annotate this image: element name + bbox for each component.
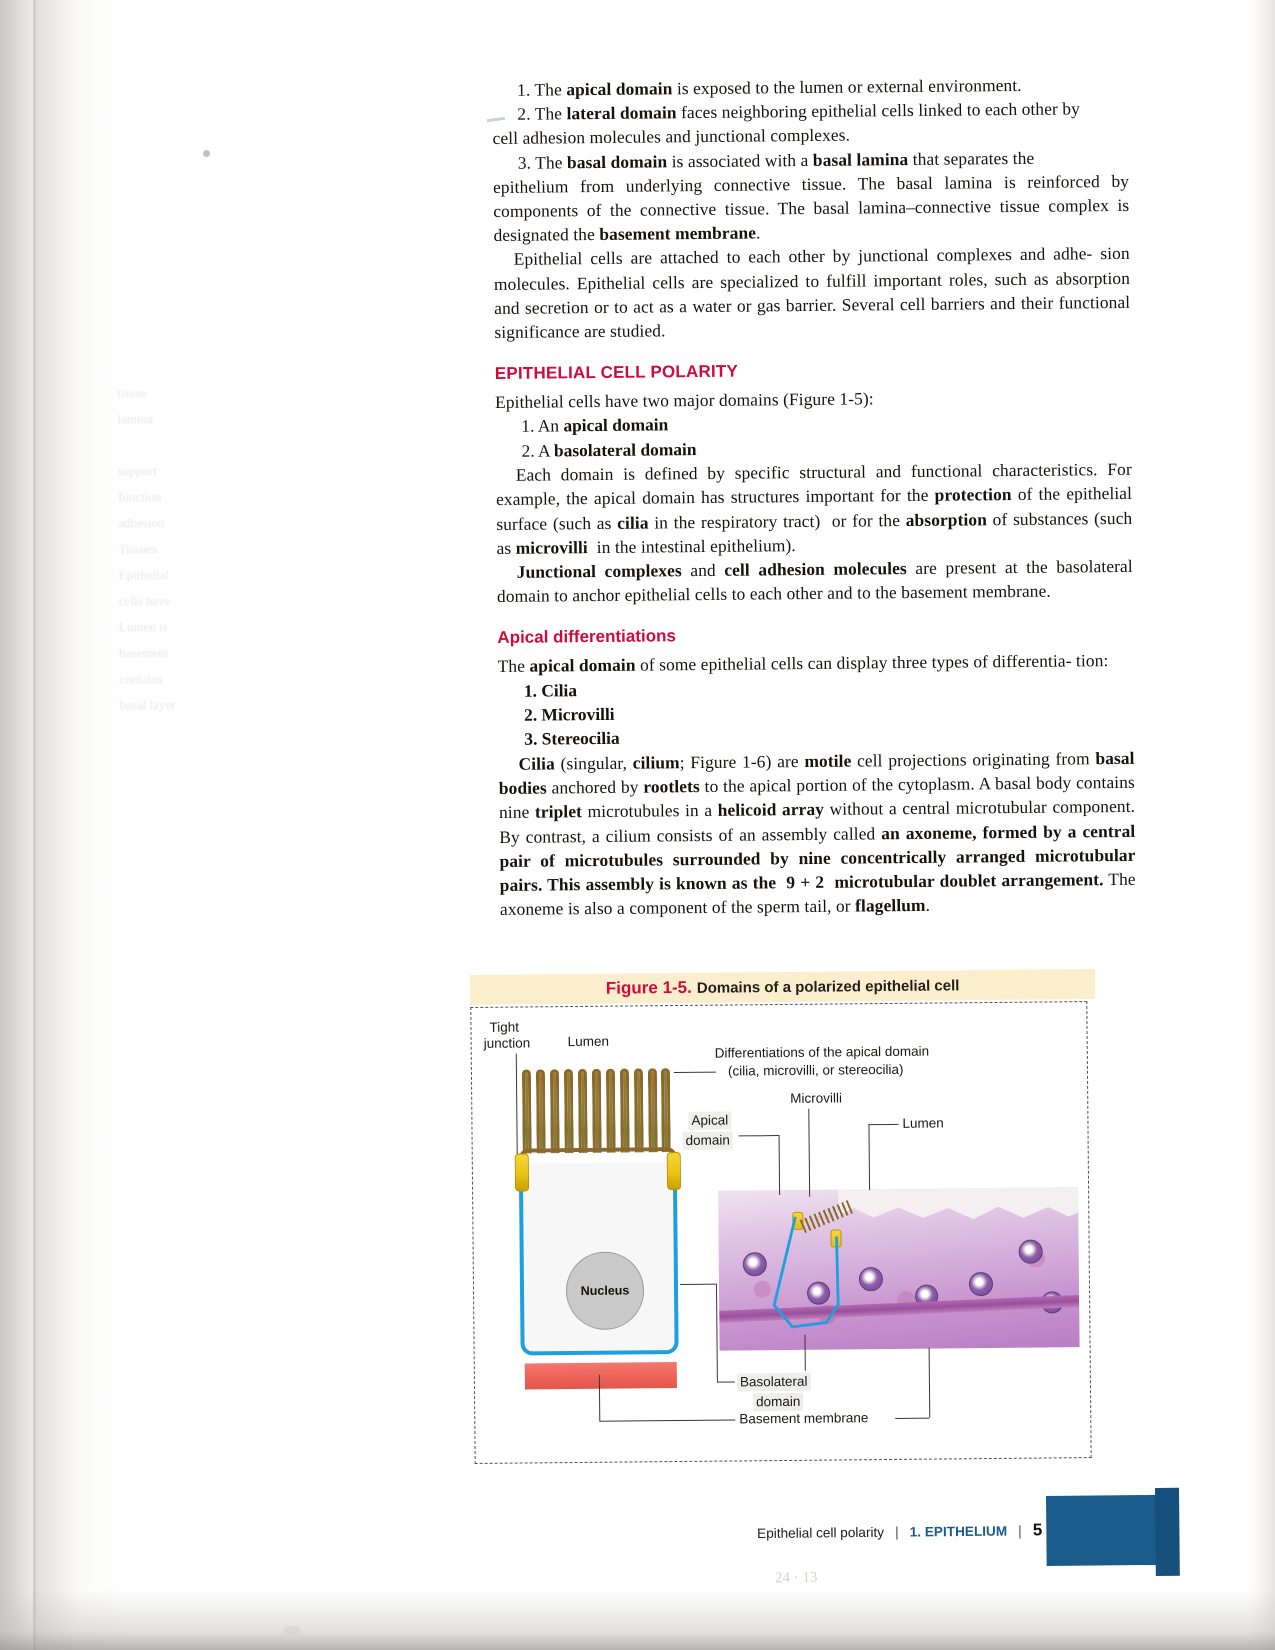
paragraph-each-domain: Each domain is defined by specific structural and functional characteristics. For example, the apical domain has structures important for the protection of the epithelial surface (such as cilia in the respiratory tract) or for the absorption of substances (such as microvilli in the intestinal epithelium). — [495, 459, 1133, 558]
apical-list-item-3: 3. Stereocilia — [524, 728, 620, 750]
diagram-basement-membrane — [525, 1362, 677, 1389]
leader-apical-domain — [739, 1135, 779, 1136]
label-differentiations-line2: (cilia, microvilli, or stereocilia) — [727, 1061, 904, 1079]
paper-blemish — [283, 1626, 301, 1634]
heading-epithelial-cell-polarity: EPITHELIAL CELL POLARITY — [494, 361, 739, 384]
label-differentiations-line1: Differentiations of the apical domain — [714, 1043, 930, 1061]
leader-basement-horizontal — [599, 1419, 735, 1421]
paragraph-attachment: Epithelial cells are attached to each other by junctional complexes and adhe- sion molecules. Epithelial cells are specialized to fulfill important roles, such as absorption and secretion or to act as a water or gas barrier. Several cell barriers and their functional significance are studied. — [493, 243, 1131, 343]
leader-basement-right-up — [929, 1348, 931, 1418]
figure-title: Domains of a polarized epithelial cell — [696, 976, 960, 997]
leader-basement-right — [895, 1418, 929, 1419]
label-apical-domain-line2: domain — [683, 1131, 733, 1149]
figure-1-5 — [470, 969, 1100, 1475]
polarity-list-item-2: 2. A basolateral domain — [521, 438, 697, 461]
label-microvilli: Microvilli — [790, 1090, 843, 1106]
micrograph-basal-lamina — [719, 1295, 1079, 1323]
apical-list-item-2: 2. Microvilli — [524, 703, 615, 725]
micrograph-nucleus — [969, 1272, 993, 1296]
page-right-edge — [1249, 0, 1275, 1650]
label-basolateral-line2: domain — [753, 1393, 803, 1411]
numbered-item-2: 2. The lateral domain faces neighboring epithelial cells linked to each other by — [517, 98, 1081, 124]
figure-panel — [470, 1001, 1091, 1464]
label-nucleus: Nucleus — [580, 1283, 630, 1298]
leader-microvilli — [808, 1109, 810, 1197]
label-basement-membrane: Basement membrane — [739, 1410, 869, 1427]
micrograph-nucleus — [859, 1267, 883, 1291]
label-tight-junction-line2: junction — [483, 1035, 531, 1051]
footer-running-head: Epithelial cell polarity — [757, 1524, 885, 1541]
diagram-nucleus — [566, 1251, 645, 1330]
polarity-intro: Epithelial cells have two major domains (Figure 1-5): — [495, 388, 874, 413]
paragraph-junctional-complexes: Junctional complexes and cell adhesion molecules are present at the basolateral domain to anchor epithelial cells to each other and to the basement membrane. — [496, 555, 1133, 607]
micrograph-lumen — [838, 1187, 1080, 1227]
heading-apical-differentiations: Apical differentiations — [497, 626, 676, 648]
paragraph-cilia: Cilia (singular, cilium; Figure 1-6) are motile cell projections originating from basal bodies anchored by rootlets to the apical portion of the cytoplasm. A basal body contains nine triplet microtubules in a helicoid array without a central microtubular component. By contrast, a cilium consists of an assembly called an axoneme, formed by a central pair of microtubules surrounded by nine concentrically arranged microtubular pairs. This assembly is known as the 9 + 2 microtubular doublet arrangement. The axoneme is also a component of the sperm tail, or flagellum. — [498, 747, 1136, 920]
micrograph-inset — [718, 1187, 1080, 1350]
leader-differentiations — [674, 1072, 716, 1073]
apical-intro: The apical domain of some epithelial cells can display three types of differentia- tion: — [497, 650, 1109, 677]
spine-edge — [33, 0, 36, 1650]
label-basolateral-line1: Basolateral — [737, 1373, 811, 1392]
micrograph-nucleus — [743, 1252, 767, 1276]
leader-basolateral-vertical — [716, 1284, 718, 1382]
leader-apical-domain-down — [779, 1135, 781, 1195]
micrograph-nucleus — [807, 1282, 830, 1305]
label-tight-junction-line1: Tight — [489, 1019, 520, 1035]
label-apical-domain-line1: Apical — [688, 1111, 731, 1129]
footer-separator-2: | — [1018, 1522, 1022, 1539]
micrograph-microvilli — [800, 1200, 853, 1233]
text-column — [492, 72, 1136, 921]
page-footer — [757, 1516, 1157, 1546]
page-curl-shading — [36, 0, 126, 1650]
apical-list-item-1: 1. Cilia — [523, 679, 578, 701]
figure-number: Figure 1-5. — [605, 977, 692, 998]
footer-separator-1: | — [894, 1523, 899, 1540]
figure-title-bar — [470, 969, 1095, 1005]
polarity-list-item-1: 1. An apical domain — [521, 414, 669, 437]
label-lumen-micrograph: Lumen — [902, 1115, 944, 1131]
tight-junction-left — [515, 1153, 529, 1191]
margin-speck — [203, 150, 210, 157]
micrograph-nucleus — [1019, 1240, 1043, 1264]
apical-differentiations-icon — [522, 1068, 673, 1155]
leader-basolateral-to-label — [717, 1381, 735, 1382]
page-number: 5 — [1032, 1520, 1043, 1540]
footer-chapter: 1. EPITHELIUM — [909, 1523, 1008, 1540]
label-lumen-diagram: Lumen — [567, 1033, 609, 1050]
numbered-item-3: 3. The basal domain is associated with a basal lamina that separates the — [517, 147, 1035, 173]
page-edge-tab-secondary — [1155, 1488, 1180, 1576]
leader-lumen-micrograph-down — [868, 1124, 870, 1190]
scan-artifact: 24 · 13 — [774, 1569, 818, 1587]
numbered-item-2-cont: cell adhesion molecules and junctional complexes. — [492, 124, 851, 149]
leader-lumen-micrograph — [868, 1124, 898, 1125]
leader-basolateral-from-cell — [680, 1284, 716, 1285]
numbered-item-1: 1. The apical domain is exposed to the lumen or external environment. — [517, 74, 1022, 100]
book-spine — [0, 0, 34, 1650]
tight-junction-right — [667, 1152, 681, 1190]
numbered-item-3-cont: epithelium from underlying connective tissue. The basal lamina is reinforced by components of the connective tissue. The basal lamina–connective tissue complex is designated the basement membrane. — [492, 170, 1130, 246]
diagram-apical-membrane — [519, 1147, 677, 1163]
micrograph-tight-junction-right — [830, 1229, 841, 1247]
page-bottom-shadow — [0, 1590, 1275, 1650]
